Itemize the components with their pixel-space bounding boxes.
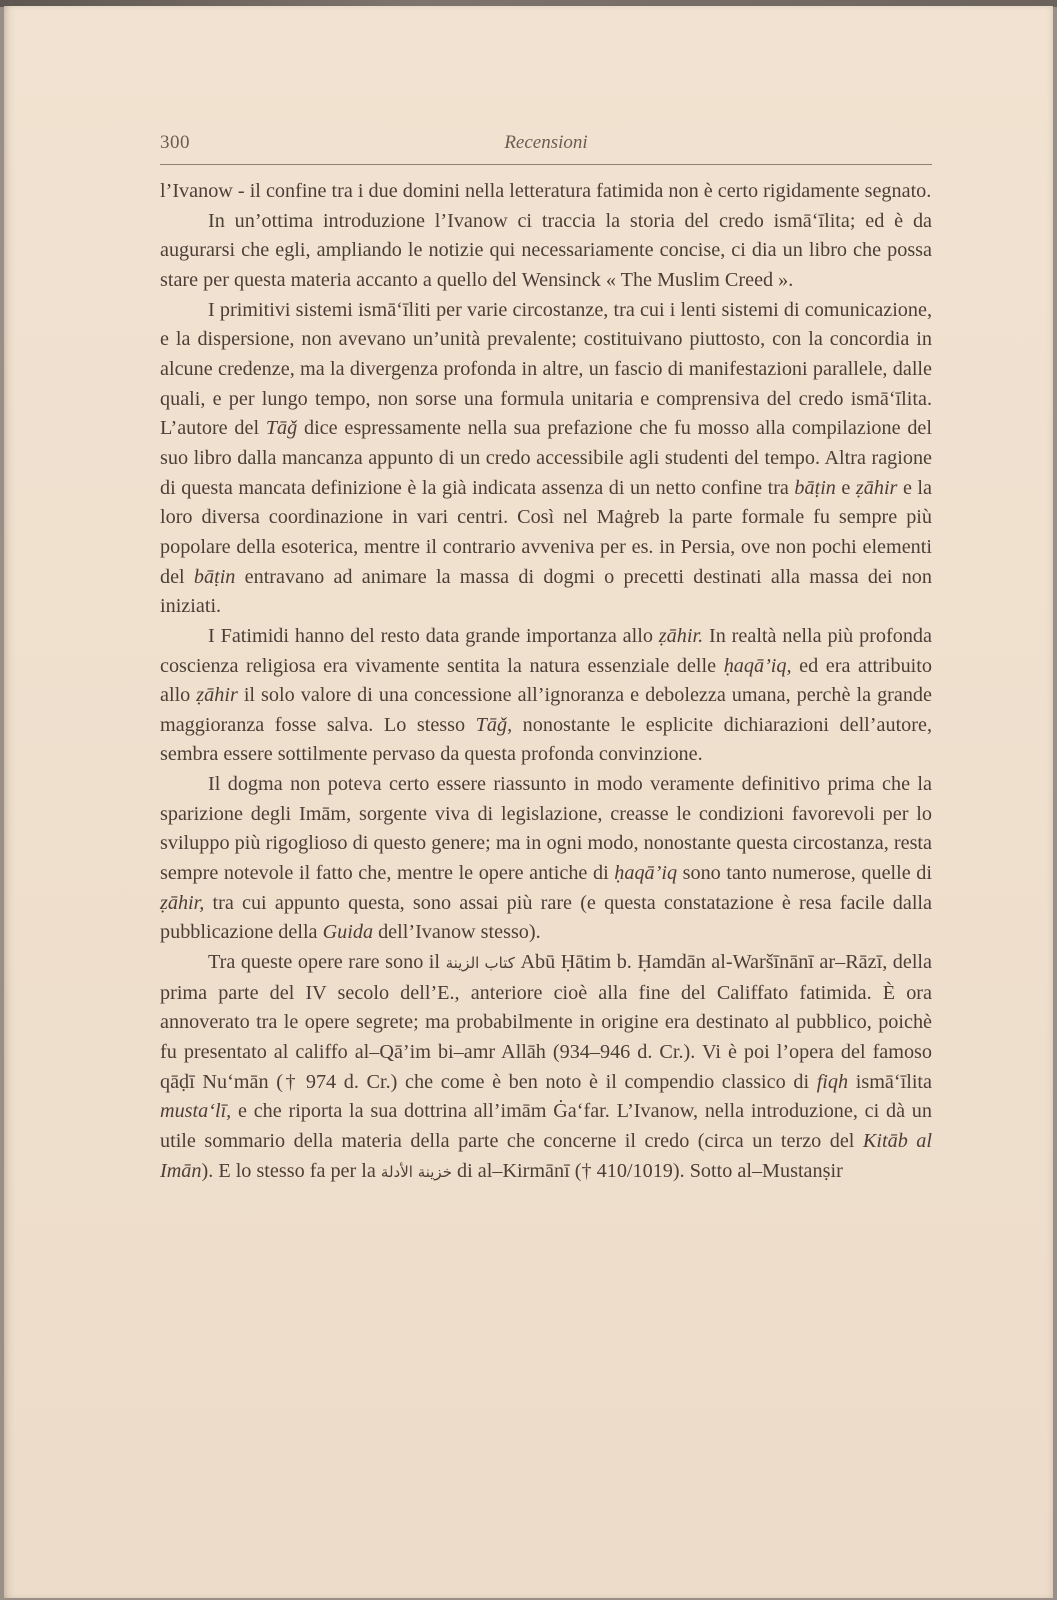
text-run: l’Ivanow - il confine tra i due domini nella letteratura fatimida non è certo rigidamente segnato.: [160, 180, 932, 202]
paragraph: [160, 207, 932, 296]
italic-term: ḥaqā’iq: [614, 862, 678, 885]
text-run: tra cui appunto questa, sono assai più rare (e questa constatazione è resa facile dalla pubblicazione della: [160, 891, 932, 944]
italic-term: ẓāhir: [855, 476, 898, 499]
arabic-title: كتاب الزينة: [445, 954, 515, 973]
text-run: Tra queste opere rare sono il: [208, 951, 446, 974]
paragraph: [160, 948, 932, 1187]
page-header: [160, 132, 932, 162]
text-run: ed era attribuito allo: [160, 654, 932, 707]
running-head: Recensioni: [504, 132, 588, 153]
text-run: sono tanto numerose, quelle di: [677, 862, 932, 885]
text-run: Abū Ḥātim b. Ḥamdān al-Waršīnānī ar–Rāzī, della prima parte del IV secolo dell’E., anteriore cioè alla fine del Califfato fatimida. È ora annoverato tra le opere segrete; ma probabilmente in origine era destinato al pubblico, poichè fu presentato al califfo al–Qā’im bi–amr Allāh (934–946 d. Cr.). Vi è poi l’opera del famoso qāḍī Nu‘mān († 974 d. Cr.) che come è ben noto è il compendio classico di: [160, 951, 932, 1093]
italic-term: ẓāhir: [196, 684, 238, 707]
text-run: ismā‘īlita: [848, 1070, 932, 1093]
text-run: Il dogma non poteva certo essere riassunto in modo veramente definitivo prima che la sparizione degli Imām, sorgente viva di legislazione, creasse le condizioni favorevoli per lo sviluppo più rigoglioso di questo genere; ma in ogni modo, nonostante questa circostanza, resta sempre notevole il fatto che, mentre le opere antiche di: [160, 773, 932, 885]
italic-term: Tāǧ: [265, 417, 298, 440]
body-text: [160, 177, 932, 1187]
text-run: I Fatimidi hanno del resto data grande importanza allo: [208, 624, 659, 647]
text-run: e che riporta la sua dottrina all’imām Ġa‘far. L’Ivanow, nella introduzione, ci dà un utile sommario della materia della parte che concerne il credo (circa un terzo del: [160, 1100, 932, 1152]
text-run: entravano ad animare la massa di dogmi o precetti destinati alla massa dei non iniziati.: [160, 565, 932, 618]
italic-term: ẓāhir.: [658, 624, 704, 647]
italic-term: Tāǧ,: [475, 713, 513, 736]
text-run: nonostante le esplicite dichiarazioni dell’autore, sembra essere sottilmente pervaso da questa profonda convinzione.: [160, 713, 933, 766]
text-run: dice espressamente nella sua prefazione che fu mosso alla compilazione del suo libro dalla mancanza appunto di un credo accessibile agli studenti del tempo. Altra ragione di questa mancata definizione è la già indicata assenza di un netto confine tra: [160, 417, 932, 499]
paragraph: [160, 770, 932, 948]
text-run: di al–Kirmānī († 410/1019). Sotto al–Mustanṣir: [451, 1159, 843, 1182]
arabic-title: خزينة الأدلة: [380, 1162, 452, 1181]
text-run: e: [835, 476, 856, 499]
text-run: In realtà nella più profonda coscienza religiosa era vivamente sentita la natura essenziale delle: [160, 624, 932, 677]
header-rule: [160, 164, 932, 165]
text-run: dell’Ivanow stesso).: [373, 921, 541, 944]
italic-term: bāṭin: [193, 565, 236, 588]
paragraph: [160, 622, 932, 770]
text-run: ). E lo stesso fa per la: [201, 1159, 381, 1182]
italic-term: ẓāhir,: [160, 891, 205, 914]
italic-term: musta‘lī,: [160, 1100, 232, 1123]
text-run: In un’ottima introduzione l’Ivanow ci traccia la storia del credo ismā‘īlita; ed è da augurarsi che egli, ampliando le notizie qui necessariamente concise, ci dia un libro che possa stare per questa materia accanto a quello del Wensinck « The Muslim Creed ».: [160, 209, 932, 291]
paragraph: [160, 296, 932, 622]
italic-term: fiqh: [816, 1070, 849, 1093]
page-number: 300: [160, 132, 190, 153]
italic-term: Kitāb al Imān: [160, 1130, 932, 1182]
italic-term: Guida: [322, 921, 374, 944]
text-run: I primitivi sistemi ismā‘īliti per varie circostanze, tra cui i lenti sistemi di comunicazione, e la dispersione, non avevano un’unità prevalente; costituivano piuttosto, con la concordia in alcune credenze, ma la divergenza profonda in altre, un fascio di manifestazioni parallele, dalle quali, e per lungo tempo, non sorse una formula unitaria e comprensiva del credo ismā‘īlita. L’autore del: [160, 298, 932, 440]
italic-term: ḥaqā’iq,: [723, 654, 792, 677]
text-run: e la loro diversa coordinazione in vari centri. Così nel Maġreb la parte formale fu sempre più popolare della esoterica, mentre il contrario avveniva per es. in Persia, ove non pochi elementi del: [160, 476, 932, 588]
text-run: il solo valore di una concessione all’ignoranza e debolezza umana, perchè la grande maggioranza fosse salva. Lo stesso: [160, 684, 932, 736]
paragraph: [160, 177, 932, 207]
italic-term: bāṭin: [794, 476, 836, 499]
